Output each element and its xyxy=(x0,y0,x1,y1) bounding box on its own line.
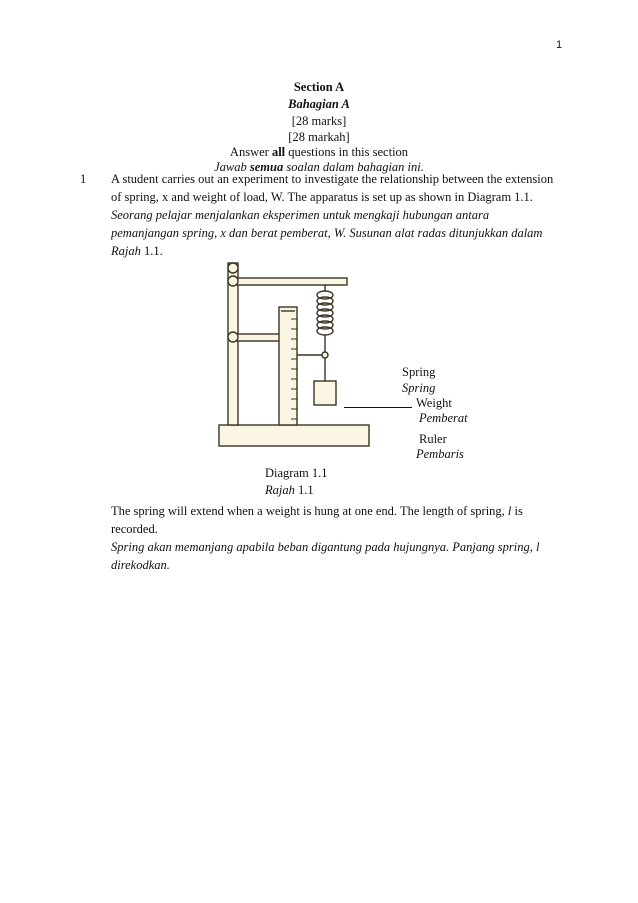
instruction-suffix: questions in this section xyxy=(288,145,409,159)
label-weight-malay: Pemberat xyxy=(419,411,468,425)
section-title: Section A xyxy=(293,80,345,94)
upper-clamp-boss xyxy=(228,276,238,286)
instruction-malay-bold: semua xyxy=(249,160,284,174)
instruction-prefix: Answer xyxy=(229,145,269,159)
apparatus-diagram xyxy=(215,255,375,450)
label-spring: Spring xyxy=(402,365,436,379)
marks-malay: [28 markah] xyxy=(288,130,350,144)
label-spring-malay: Spring xyxy=(402,381,436,395)
question-en-line2: of spring, x and weight of load, W. The apparatus is set up as shown in Diagram 1.1. xyxy=(111,190,533,204)
spring xyxy=(317,291,333,335)
paragraph-en-line1 xyxy=(111,502,581,520)
question-text xyxy=(111,170,581,260)
paragraph-ms-line1: Spring akan memanjang apabila beban digantung pada hujungnya. Panjang spring, l xyxy=(111,540,540,554)
ruler xyxy=(279,307,297,425)
label-ruler-malay: Pembaris xyxy=(416,447,464,461)
weight-leader-line xyxy=(344,407,412,408)
paragraph-ms-line2: direkodkan. xyxy=(111,558,170,572)
lower-clamp-boss xyxy=(228,332,238,342)
caption-malay-num: 1.1 xyxy=(297,483,314,497)
weight-block xyxy=(314,381,336,405)
page-number: 1 xyxy=(556,39,563,51)
section-title-malay: Bahagian A xyxy=(288,97,350,111)
instruction xyxy=(0,145,638,160)
paragraph xyxy=(111,502,581,574)
question-ms-line1: Seorang pelajar menjalankan eksperimen untuk mengkaji hubungan antara xyxy=(111,208,490,222)
instruction-bold: all xyxy=(271,145,286,159)
question-ms-line3-rest: 1.1. xyxy=(143,244,163,258)
rod-top-knob xyxy=(228,263,238,273)
label-ruler: Ruler xyxy=(419,432,447,446)
lower-clamp-arm xyxy=(237,334,281,341)
paragraph-en-var: l xyxy=(507,504,512,518)
instruction-malay-suffix: soalan dalam bahagian ini. xyxy=(286,160,424,174)
question-number: 1 xyxy=(80,172,87,186)
pointer-joint xyxy=(322,352,328,358)
paragraph-en-part2: is xyxy=(514,504,523,518)
question-en-line1: A student carries out an experiment to investigate the relationship between the extension xyxy=(111,172,554,186)
question-ms-line3-italic: Rajah xyxy=(111,244,141,258)
label-weight: Weight xyxy=(416,396,452,410)
instruction-malay-prefix: Jawab xyxy=(214,160,247,174)
paragraph-en-line2: recorded. xyxy=(111,522,158,536)
retort-stand-base xyxy=(219,425,369,446)
paragraph-en-part1: The spring will extend when a weight is hung at one end. The length of spring, xyxy=(111,504,505,518)
question-ms-line2: pemanjangan spring, x dan berat pemberat, W. Susunan alat radas ditunjukkan dalam xyxy=(111,226,543,240)
marks xyxy=(0,114,638,129)
retort-stand-rod xyxy=(228,263,238,425)
marks-text: [28 marks] xyxy=(291,114,347,128)
caption-malay-italic: Rajah xyxy=(265,483,295,497)
diagram-caption: Diagram 1.1 xyxy=(265,466,328,480)
upper-clamp-arm xyxy=(237,278,347,285)
diagram-caption-malay xyxy=(265,482,314,498)
